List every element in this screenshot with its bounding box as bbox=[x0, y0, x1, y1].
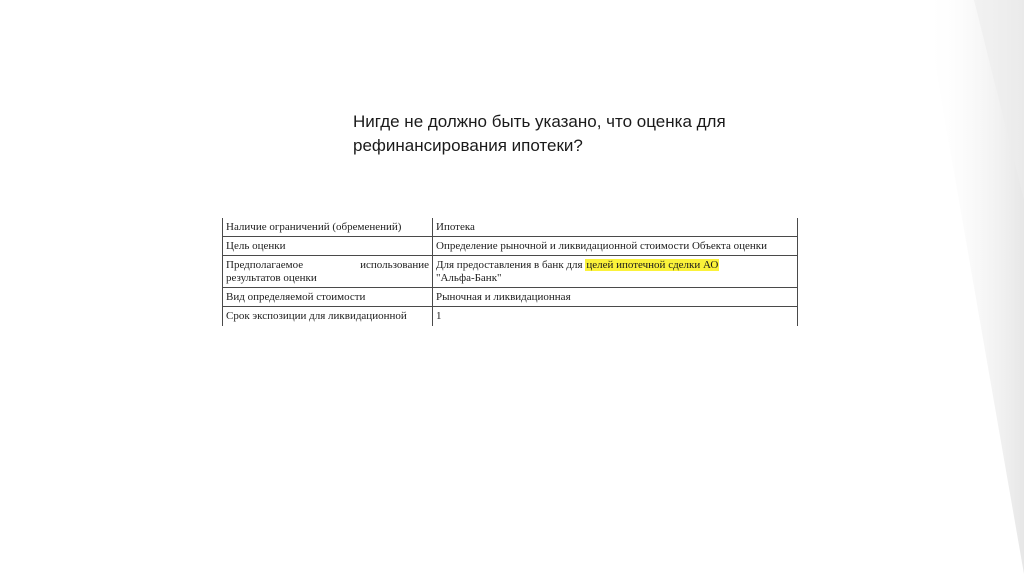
row-value bbox=[433, 256, 798, 288]
value-line: "Альфа-Банк" bbox=[436, 272, 502, 284]
question-note bbox=[353, 110, 773, 158]
page-curl-shadow bbox=[904, 0, 1024, 574]
label-line bbox=[226, 259, 429, 272]
highlighted-text: целей ипотечной сделки АО bbox=[586, 259, 719, 271]
value-line bbox=[436, 259, 794, 272]
table-row bbox=[223, 218, 798, 237]
row-label: Наличие ограничений (обременений) bbox=[223, 218, 433, 237]
row-value: Рыночная и ликвидационная bbox=[433, 288, 798, 307]
row-label: Срок экспозиции для ликвидационной bbox=[223, 307, 433, 327]
row-label bbox=[223, 256, 433, 288]
row-value: Определение рыночной и ликвидационной стоимости Объекта оценки bbox=[433, 237, 798, 256]
table-row bbox=[223, 307, 798, 327]
row-value: Ипотека bbox=[433, 218, 798, 237]
value-text: Для предоставления в банк для bbox=[436, 259, 586, 271]
question-line-2: рефинансирования ипотеки? bbox=[353, 136, 583, 155]
question-line-1: Нигде не должно быть указано, что оценка для bbox=[353, 112, 726, 131]
row-value: 1 bbox=[433, 307, 798, 327]
table-row bbox=[223, 288, 798, 307]
row-label: Цель оценки bbox=[223, 237, 433, 256]
appraisal-table bbox=[222, 218, 798, 326]
label-word: использование bbox=[360, 259, 429, 271]
table-row bbox=[223, 237, 798, 256]
row-label: Вид определяемой стоимости bbox=[223, 288, 433, 307]
document-excerpt bbox=[222, 218, 798, 350]
label-word: Предполагаемое bbox=[226, 259, 304, 271]
table-row bbox=[223, 256, 798, 288]
label-line: результатов оценки bbox=[226, 272, 317, 284]
